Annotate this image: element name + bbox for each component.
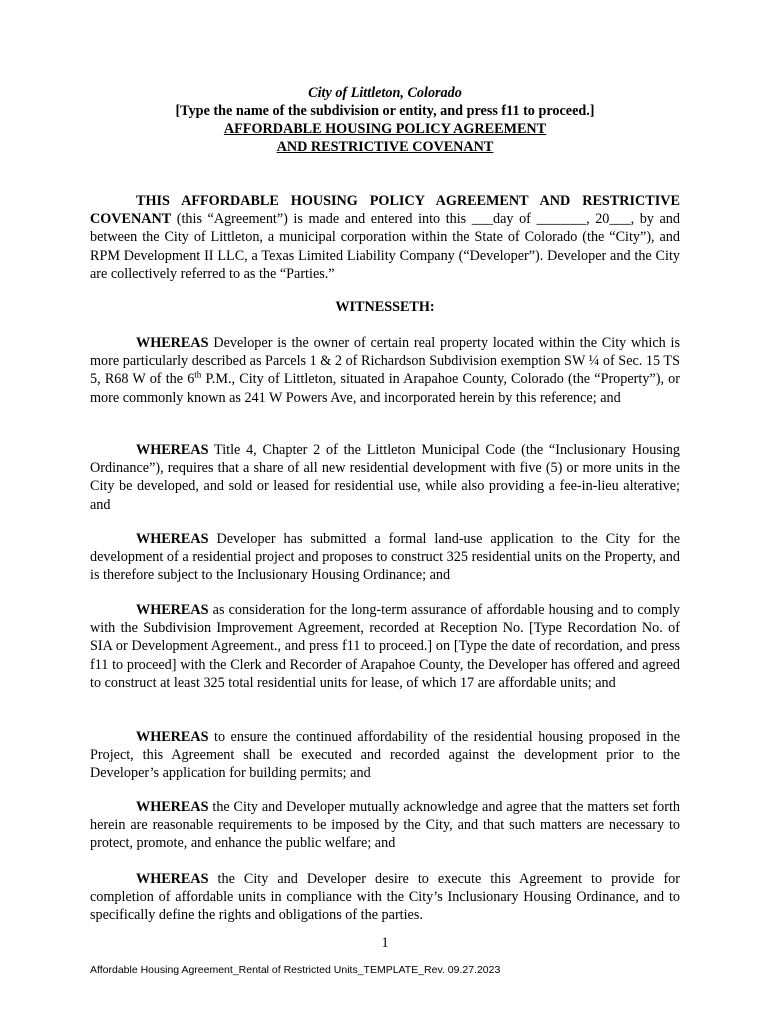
recital-text: to ensure the continued affordability of the residential housing proposed in the Project, this Agreement shall be executed and recorded against the development prior to the Developer’s application for building permits; and [90, 729, 680, 782]
recital-text: Developer has submitted a formal land-use application to the City for the development of a residential project and proposes to construct 325 residential units on the Property, and is therefore subject to the Inclusionary Housing Ordinance; and [90, 531, 680, 584]
whereas-label: WHEREAS [136, 729, 209, 745]
city-heading: City of Littleton, Colorado [308, 85, 462, 101]
page-number: 1 [381, 935, 389, 951]
intro-text: (this “Agreement”) is made and entered into this ___day of _______, 20___, by and between the City of Littleton, a municipal corporation within the State of Colorado (the “City”), and RPM Development II LLC, a Texas Limited Liability Company (“Developer”). Developer and the City are collectively referred to as the “Parties.” [90, 211, 680, 282]
whereas-label: WHEREAS [136, 871, 209, 887]
intro-lead: THIS AFFORDABLE HOUSING POLICY AGREEMENT AND RESTRICTIVE COVENANT [90, 193, 680, 228]
intro-paragraph [90, 192, 680, 283]
document-footer: Affordable Housing Agreement_Rental of Restricted Units_TEMPLATE_Rev. 09.27.2023 [90, 964, 501, 976]
subdivision-placeholder[interactable]: [Type the name of the subdivision or entity, and press f11 to proceed.] [175, 103, 595, 119]
witnesseth-heading: WITNESSETH: [335, 299, 435, 315]
recital-paragraph [90, 530, 680, 585]
recital-text: P.M., City of Littleton, situated in Arapahoe County, Colorado (the “Property”), or more commonly known as 241 W Powers Ave, and incorporated herein by this reference; and [90, 371, 680, 406]
recital-text: the City and Developer desire to execute this Agreement to provide for completion of affordable units in compliance with the City’s Inclusionary Housing Ordinance, and to specifically define the rights and obligations of the parties. [90, 871, 680, 924]
recital-paragraph [90, 728, 680, 783]
whereas-label: WHEREAS [136, 602, 209, 618]
whereas-label: WHEREAS [136, 799, 209, 815]
recital-paragraph [90, 870, 680, 925]
agreement-title: AFFORDABLE HOUSING POLICY AGREEMENT [223, 121, 547, 137]
whereas-label: WHEREAS [136, 335, 209, 351]
recital-text: as consideration for the long-term assurance of affordable housing and to comply with the Subdivision Improvement Agreement, recorded at Reception No. [Type Recordation No. of SIA or Development Agreement., and press f11 to proceed.] on [Type the date of recordation, and press f11 to proceed] with the Clerk and Recorder of Arapahoe County, the Developer has offered and agreed to construct at least 325 total residential units for lease, of which 17 are affordable units; and [90, 602, 680, 691]
agreement-subtitle: AND RESTRICTIVE COVENANT [276, 139, 494, 155]
recital-text: Title 4, Chapter 2 of the Littleton Municipal Code (the “Inclusionary Housing Ordinance”), requires that a share of all new residential development with five (5) or more units in the City be developed, and sold or leased for residential use, while also providing a fee-in-lieu alterative; and [90, 442, 680, 513]
whereas-label: WHEREAS [136, 442, 209, 458]
recital-text: the City and Developer mutually acknowledge and agree that the matters set forth herein are reasonable requirements to be imposed by the City, and that such matters are necessary to protect, promote, and enhance the public welfare; and [90, 799, 680, 852]
recital-paragraph [90, 334, 680, 407]
recital-paragraph [90, 601, 680, 692]
recital-paragraph [90, 441, 680, 514]
whereas-label: WHEREAS [136, 531, 209, 547]
recital-text: Developer is the owner of certain real property located within the City which is more particularly described as Parcels 1 & 2 of Richardson Subdivision exemption SW ¼ of Sec. 15 TS 5, R68 W of the 6 [90, 335, 680, 388]
ordinal-suffix: th [194, 369, 202, 380]
recital-paragraph [90, 798, 680, 853]
